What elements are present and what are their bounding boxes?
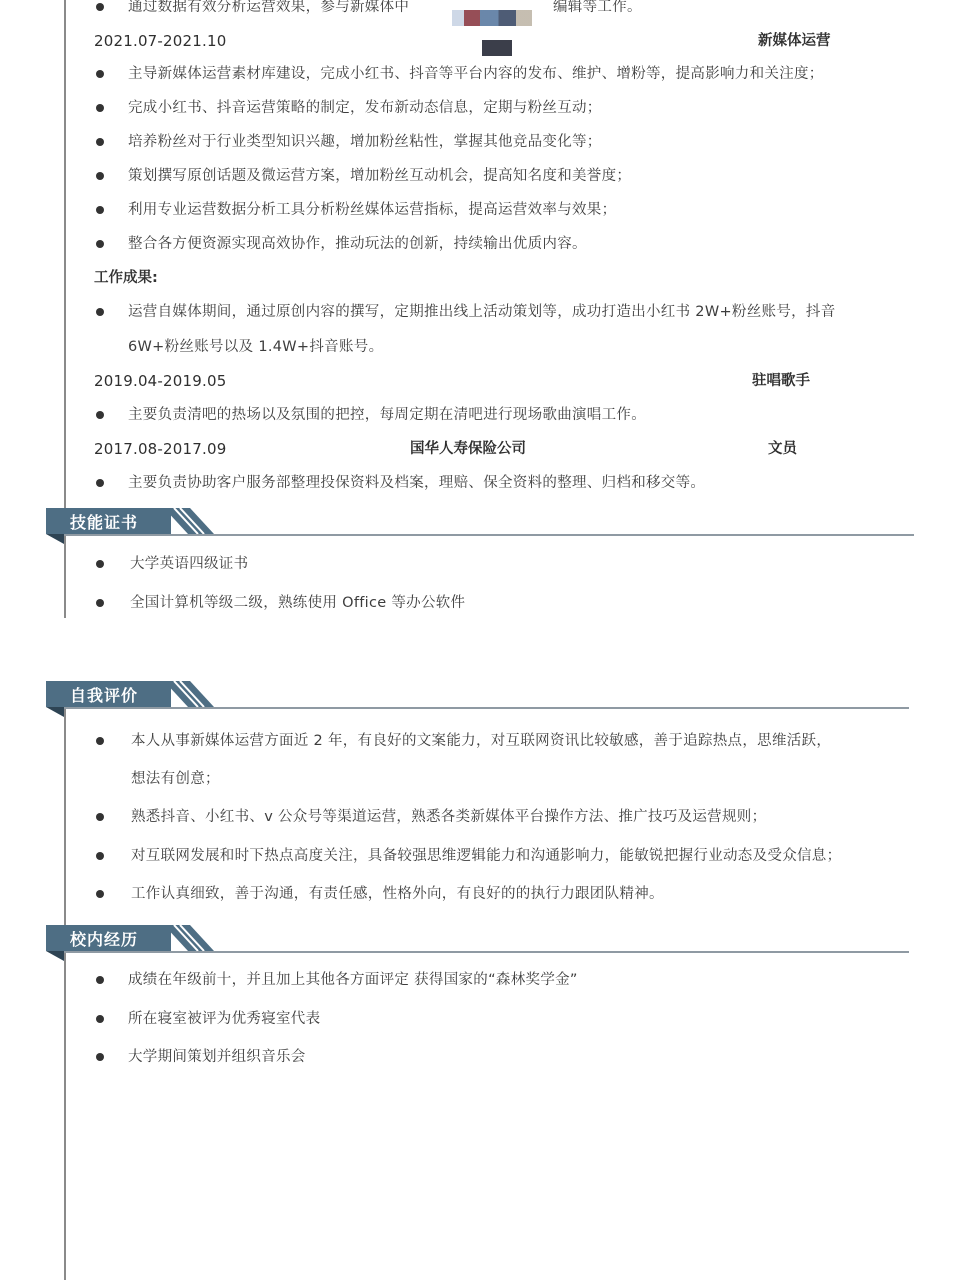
section-fold xyxy=(46,534,64,544)
achievements-label: 工作成果: xyxy=(94,270,158,286)
section-rule xyxy=(64,534,914,536)
job-date: 2017.08-2017.09 xyxy=(94,440,227,458)
bullet-icon xyxy=(96,138,104,146)
bullet-text: 主要负责协助客户服务部整理投保资料及档案，理赔、保全资料的整理、归档和移交等。 xyxy=(128,475,706,491)
bullet-text: 6W+粉丝账号以及 1.4W+抖音账号。 xyxy=(128,339,384,355)
section-fold xyxy=(46,707,64,717)
bullet-text: 通过数据有效分析运营效果，参与新媒体中 xyxy=(128,0,410,15)
bullet-icon xyxy=(96,560,104,568)
bullet-text: 完成小红书、抖音运营策略的制定，发布新动态信息，定期与粉丝互动； xyxy=(128,100,602,116)
bullet-icon xyxy=(96,3,104,11)
section-header-skills xyxy=(46,508,916,548)
bullet-text: 利用专业运营数据分析工具分析粉丝媒体运营指标，提高运营效率与效果； xyxy=(128,202,617,218)
section-header-campus xyxy=(46,925,911,965)
bullet-text: 想法有创意； xyxy=(131,771,220,787)
bullet-text-tail: 编辑等工作。 xyxy=(553,0,642,15)
job-role: 文员 xyxy=(768,441,797,457)
bullet-icon xyxy=(96,70,104,78)
bullet-icon xyxy=(96,813,104,821)
section-fold xyxy=(46,951,64,961)
bullet-text: 成绩在年级前十，并且加上其他各方面评定 获得国家的“森林奖学金” xyxy=(128,972,578,988)
stripes-icon xyxy=(164,508,214,534)
section-rule xyxy=(64,951,909,953)
bullet-text: 熟悉抖音、小红书、v 公众号等渠道运营，熟悉各类新媒体平台操作方法、推广技巧及运营规则； xyxy=(131,809,767,825)
bullet-text: 大学英语四级证书 xyxy=(130,556,249,572)
job-role: 新媒体运营 xyxy=(758,33,831,49)
bullet-text: 策划撰写原创话题及微运营方案，增加粉丝互动机会，提高知名度和美誉度； xyxy=(128,168,632,184)
bullet-icon xyxy=(96,599,104,607)
job-date: 2021.07-2021.10 xyxy=(94,32,227,50)
job-date: 2019.04-2019.05 xyxy=(94,372,227,390)
bullet-icon xyxy=(96,206,104,214)
bullet-text: 全国计算机等级二级，熟练使用 Office 等办公软件 xyxy=(130,595,466,611)
bullet-icon xyxy=(96,308,104,316)
bullet-icon xyxy=(96,240,104,248)
bullet-icon xyxy=(96,976,104,984)
bullet-icon xyxy=(96,172,104,180)
bullet-text: 培养粉丝对于行业类型知识兴趣，增加粉丝粘性，掌握其他竞品变化等； xyxy=(128,134,602,150)
section-header-self-evaluation xyxy=(46,681,911,721)
bullet-text: 整合各方便资源实现高效协作，推动玩法的创新，持续输出优质内容。 xyxy=(128,236,587,252)
bullet-text: 主导新媒体运营素材库建设，完成小红书、抖音等平台内容的发布、维护、增粉等，提高影响力和关注度； xyxy=(128,66,824,82)
bullet-text: 工作认真细致，善于沟通，有责任感，性格外向，有良好的的执行力跟团队精神。 xyxy=(131,886,664,902)
bullet-icon xyxy=(96,890,104,898)
bullet-text: 对互联网发展和时下热点高度关注，具备较强思维逻辑能力和沟通影响力，能敏锐把握行业动态及受众信息； xyxy=(131,848,842,864)
section-title: 技能证书 xyxy=(70,513,139,532)
bullet-icon xyxy=(96,104,104,112)
bullet-icon xyxy=(96,737,104,745)
section-rule xyxy=(64,707,909,709)
bullet-text: 大学期间策划并组织音乐会 xyxy=(128,1049,306,1065)
job-company: 国华人寿保险公司 xyxy=(410,441,526,457)
bullet-icon xyxy=(96,1015,104,1023)
left-rail-bottom xyxy=(64,705,66,1280)
bullet-text: 所在寝室被评为优秀寝室代表 xyxy=(128,1011,321,1027)
bullet-icon xyxy=(96,479,104,487)
job-role: 驻唱歌手 xyxy=(752,373,810,389)
bullet-icon xyxy=(96,852,104,860)
redaction-mosaic xyxy=(482,40,512,56)
stripes-icon xyxy=(164,681,214,707)
stripes-icon xyxy=(164,925,214,951)
bullet-icon xyxy=(96,411,104,419)
section-title: 自我评价 xyxy=(70,686,139,705)
bullet-text: 本人从事新媒体运营方面近 2 年，有良好的文案能力，对互联网资讯比较敏感，善于追踪热点，思维活跃， xyxy=(131,733,832,749)
bullet-text: 运营自媒体期间，通过原创内容的撰写，定期推出线上活动策划等，成功打造出小红书 2W+粉丝账号，抖音 xyxy=(128,304,836,320)
section-title: 校内经历 xyxy=(70,930,139,949)
bullet-text: 主要负责清吧的热场以及氛围的把控，每周定期在清吧进行现场歌曲演唱工作。 xyxy=(128,407,646,423)
redaction-mosaic xyxy=(452,10,532,26)
bullet-icon xyxy=(96,1053,104,1061)
